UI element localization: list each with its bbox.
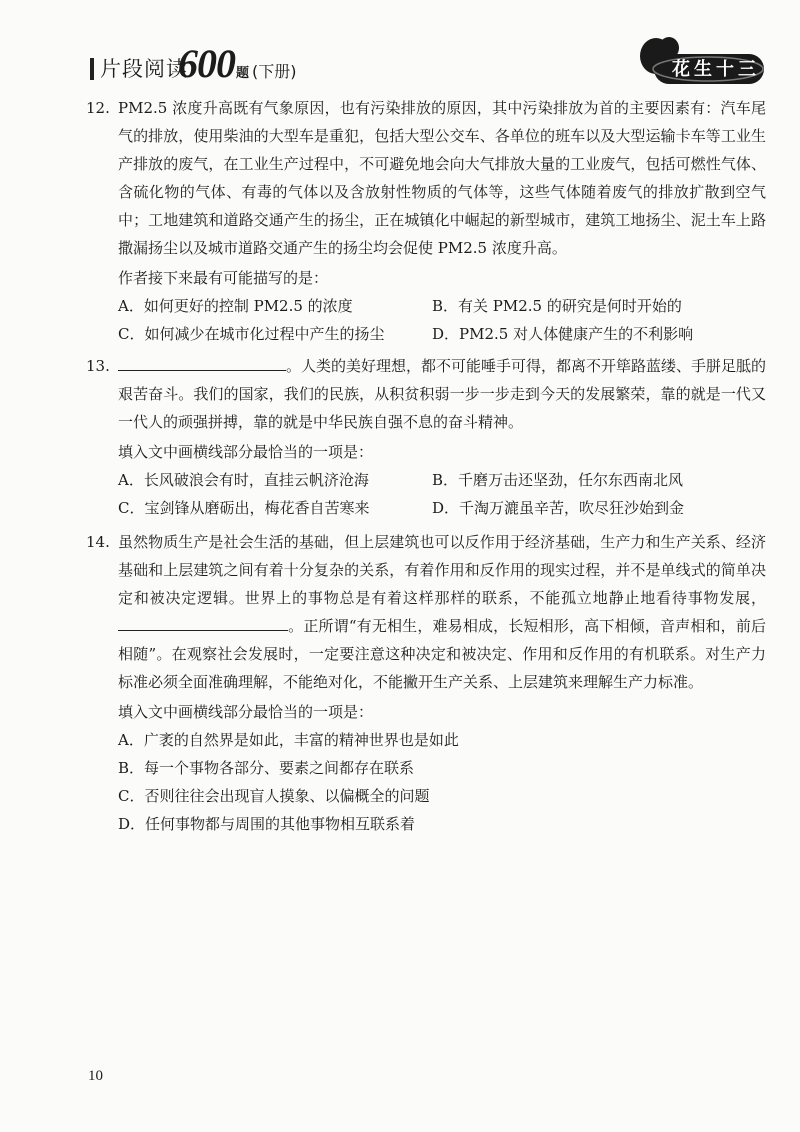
question-ask: 填入文中画横线部分最恰当的一项是： [118, 443, 374, 461]
question-number: 12. [86, 99, 110, 117]
logo-text: 花生十三 [672, 59, 760, 80]
answer-blank[interactable] [118, 352, 286, 371]
option-d[interactable]: D．任何事物都与周围的其他事物相互联系着 [118, 815, 416, 833]
book-number: 600 [178, 41, 235, 86]
question-13 [86, 352, 766, 522]
option-a[interactable]: A．广袤的自然界是如此，丰富的精神世界也是如此 [118, 731, 459, 749]
question-number: 14. [86, 533, 110, 551]
option-list [118, 726, 766, 838]
book-unit: 题 [236, 66, 250, 81]
option-a[interactable]: A．如何更好的控制 PM2.5 的浓度 [118, 297, 353, 315]
stem-text-before: 虽然物质生产是社会生活的基础，但上层建筑也可以反作用于经济基础，生产力和生产关系、经济基础和上层建筑之间有着十分复杂的关系，有着作用和反作用的现实过程，并不是单线式的简单决定和被决定逻辑。世界上的事物总是有着这样那样的联系，不能孤立地静止地看待事物发展， [118, 533, 766, 607]
question-14 [86, 528, 766, 838]
stem-text-after: 。正所谓“有无相生，难易相成，长短相形，高下相倾，音声相和，前后相随”。在观察社会发展时，一定要注意这种决定和被决定、作用和反作用的有机联系。对生产力标准必须全面准确理解，不能绝对化，不能撇开生产关系、上层建筑来理解生产力标准。 [118, 617, 766, 691]
question-12 [86, 94, 766, 348]
option-a[interactable]: A．长风破浪会有时，直挂云帆济沧海 [118, 471, 369, 489]
book-title: 片段阅读 [100, 57, 188, 81]
option-b[interactable]: B．有关 PM2.5 的研究是何时开始的 [432, 297, 682, 315]
option-b[interactable]: B．每一个事物各部分、要素之间都存在联系 [118, 759, 415, 777]
page-number: 10 [88, 1068, 103, 1084]
question-number: 13. [86, 357, 110, 375]
header-divider [90, 58, 94, 80]
question-ask: 填入文中画横线部分最恰当的一项是： [118, 703, 374, 721]
question-stem: PM2.5 浓度升高既有气象原因，也有污染排放的原因，其中污染排放为首的主要因素有：汽车尾气的排放，使用柴油的大型车是重犯，包括大型公交车、各单位的班车以及大型运输卡车等工业生产排放的废气，在工业生产过程中，不可避免地会向大气排放大量的工业废气，包括可燃性气体、含硫化物的气体、有毒的气体以及含放射性物质的气体等，这些气体随着废气的排放扩散到空气中；工地建筑和道路交通产生的扬尘，正在城镇化中崛起的新型城市，建筑工地扬尘、泥土车上路撒漏扬尘以及城市道路交通产生的扬尘均会促使 PM2.5 浓度升高。 [118, 99, 766, 257]
option-d[interactable]: D．PM2.5 对人体健康产生的不利影响 [432, 325, 694, 343]
answer-blank[interactable] [118, 612, 288, 631]
option-list [118, 292, 766, 348]
question-ask: 作者接下来最有可能描写的是： [118, 269, 329, 287]
question-stem [118, 528, 766, 696]
question-stem [118, 352, 766, 436]
book-volume: (下册) [252, 62, 297, 81]
option-c[interactable]: C．否则往往会出现盲人摸象、以偏概全的问题 [118, 787, 430, 805]
stem-text: 。人类的美好理想，都不可能唾手可得，都离不开筚路蓝缕、手胼足胝的艰苦奋斗。我们的国家，我们的民族，从积贫积弱一步一步走到今天的发展繁荣，靠的就是一代又一代人的顽强拼搏，靠的就是中华民族自强不息的奋斗精神。 [118, 357, 767, 431]
option-c[interactable]: C．宝剑锋从磨砺出，梅花香自苦寒来 [118, 499, 370, 517]
page-header [0, 0, 800, 88]
option-d[interactable]: D．千淘万漉虽辛苦，吹尽狂沙始到金 [432, 499, 685, 517]
option-c[interactable]: C．如何减少在城市化过程中产生的扬尘 [118, 325, 385, 343]
option-list [118, 466, 766, 522]
option-b[interactable]: B．千磨万击还坚劲，任尔东西南北风 [432, 471, 684, 489]
